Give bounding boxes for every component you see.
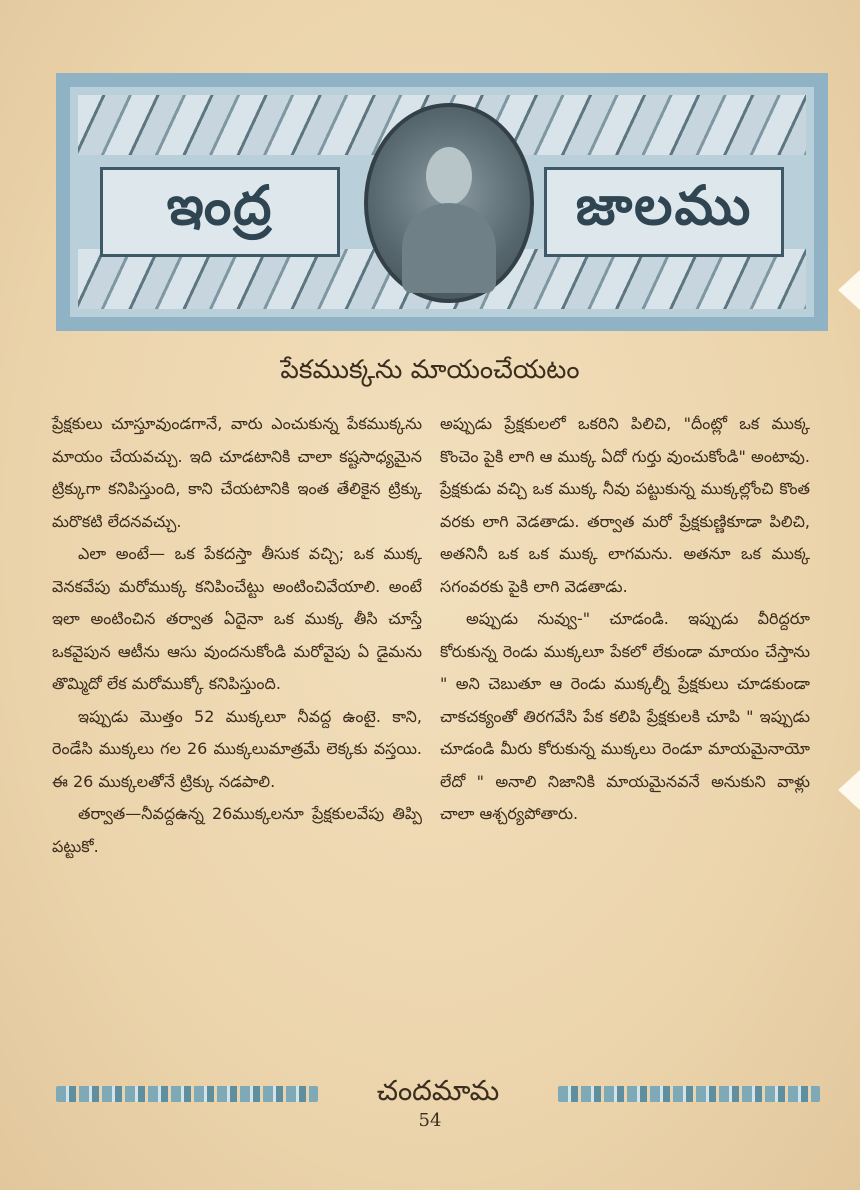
page-footer — [56, 1076, 820, 1112]
banner-inner — [70, 87, 814, 317]
magician-portrait-medallion — [364, 103, 534, 303]
banner-title-right: జాలము — [575, 173, 753, 237]
paragraph: తర్వాత—నీవద్దఉన్న 26ముక్కలనూ ప్రేక్షకులవేపు తిప్పి పట్టుకో. — [52, 804, 422, 856]
portrait-body — [402, 203, 496, 293]
article-column-right — [440, 408, 810, 831]
banner-title-right-box — [544, 167, 784, 257]
banner-title-left-box — [100, 167, 340, 257]
article-heading: పేకముక్కను మాయంచేయటం — [280, 355, 580, 385]
page-tear-mark — [838, 270, 860, 310]
paragraph: ఇప్పుడు మొత్తం 52 ముక్కలూ నీవద్ద ఉంటై. కాని, రెండేసి ముక్కలు గల 26 ముక్కలుమాత్రమే లెక్కకు వస్తయి. ఈ 26 ముక్కలతోనే ట్రిక్కు నడపాలి. — [52, 706, 422, 791]
portrait-face — [426, 147, 472, 205]
footer-ornament-left — [56, 1086, 318, 1102]
paragraph: అప్పుడు నువ్వు-" చూడండి. ఇప్పుడు వీరిద్దరూ కోరుకున్న రెండు ముక్కలూ పేకలో లేకుండా మాయం చేస్తాను " అని చెబుతూ ఆ రెండు ముక్కల్నీ ప్రేక్షకులు చూడకుండా చాకచక్యంతో తిరగవేసి పేక కలిపి ప్రేక్షకులకి చూపి " ఇప్పుడు చూడండి మీరు కోరుకున్న ముక్కలు రెండూ మాయమైనాయో లేదో " అనాలి నిజానికి మాయమైనవనే అనుకుని వాళ్లు చాలా ఆశ్చర్యపోతారు. — [440, 609, 810, 823]
page-number: 54 — [418, 1110, 442, 1131]
paragraph: ప్రేక్షకులు చూస్తూవుండగానే, వారు ఎంచుకున్న పేకముక్కను మాయం చేయవచ్చు. ఇది చూడటానికి చాలా కష్టసాధ్యమైన ట్రిక్కుగా కనిపిస్తుంది, కాని చేయటానికి ఇంత తేలికైన ట్రిక్కు మరొకటి లేదనవచ్చు. — [52, 414, 422, 531]
banner-title-left: ఇంద్ర — [166, 173, 274, 237]
paragraph: అప్పుడు ప్రేక్షకులలో ఒకరిని పిలిచి, "దీంట్లో ఒక ముక్క కొంచెం పైకి లాగి ఆ ముక్క ఏదో గుర్తు వుంచుకోండి" అంటావు. ప్రేక్షకుడు వచ్చి ఒక ముక్క నీవు పట్టుకున్న ముక్కల్లోంచి కొంత వరకు లాగి వెడతాడు. తర్వాత మరో ప్రేక్షకుణ్ణికూడా పిలిచి, అతనినీ ఒక ఒక ముక్క లాగమను. అతనూ ఒక ముక్క సగంవరకు పైకి లాగి వెడతాడు. — [440, 414, 810, 596]
paragraph: ఎలా అంటే— ఒక పేకదస్తా తీసుక వచ్చి; ఒక ముక్క వెనకవేపు మరోముక్క కనిపించేట్టు అంటించివేయాలి. అంటే ఇలా అంటించిన తర్వాత ఏదైనా ఒక ముక్క తీసి చూస్తే ఒకవైపున ఆటీను ఆసు వుందనుకోండి మరోవైపు ఏ డైమను తొమ్మిదో లేక మరోముక్కో కనిపిస్తుంది. — [52, 544, 422, 693]
page-tear-mark — [838, 770, 860, 810]
article-column-left — [52, 408, 422, 863]
header-banner — [56, 73, 828, 331]
magazine-name: చందమామ — [376, 1074, 500, 1107]
footer-ornament-right — [558, 1086, 820, 1102]
